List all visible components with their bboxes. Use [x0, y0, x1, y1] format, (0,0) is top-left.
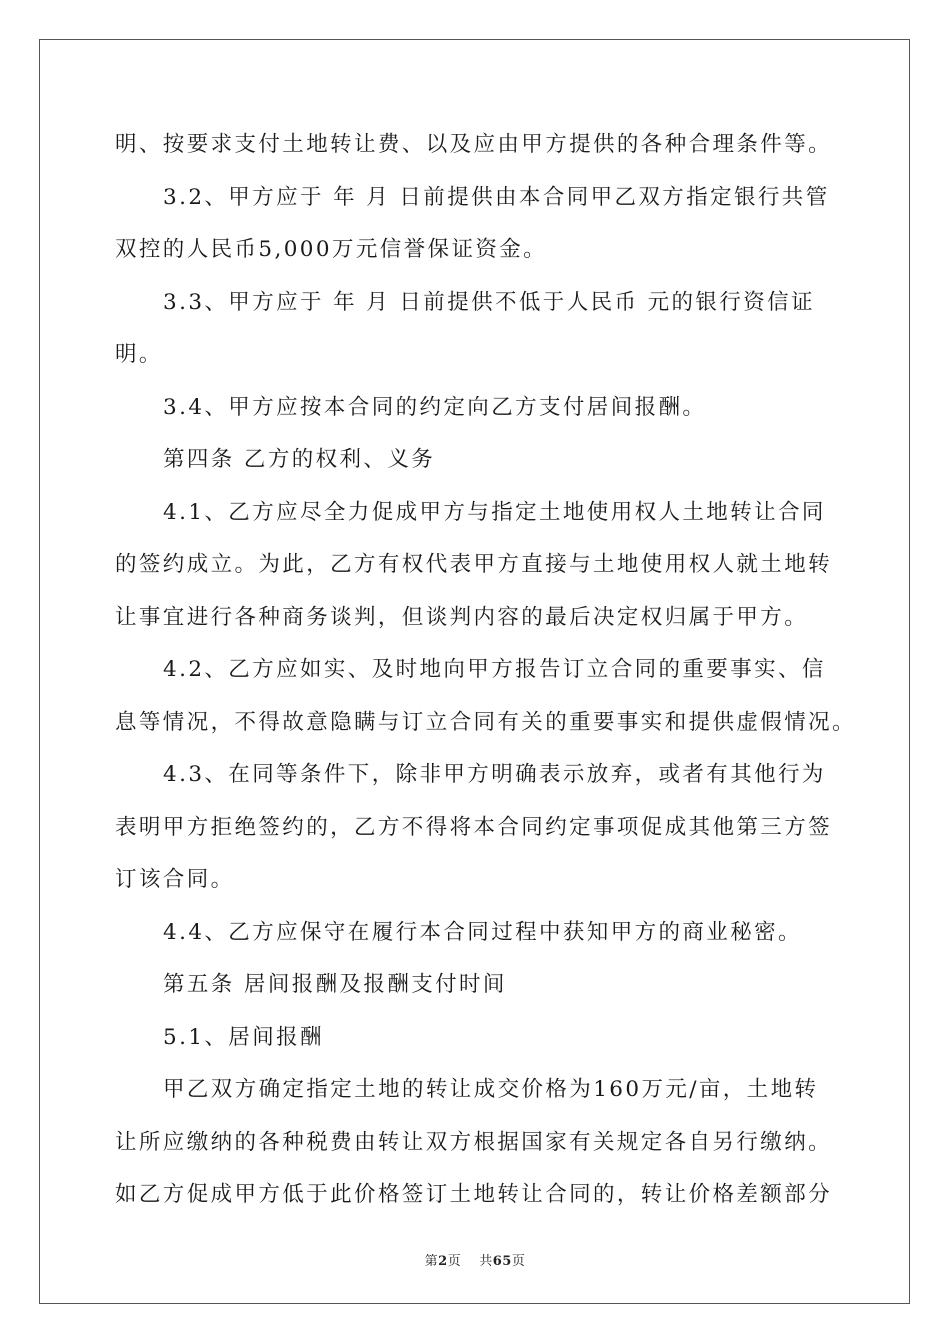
- total-suffix: 页: [511, 1254, 526, 1269]
- text-line: 甲乙双方确定指定土地的转让成交价格为160万元/亩，土地转: [163, 1077, 819, 1102]
- text-line: 的签约成立。为此，乙方有权代表甲方直接与土地使用权人就土地转: [115, 552, 833, 577]
- section-heading: 第五条 居间报酬及报酬支付时间: [163, 972, 507, 997]
- text-line: 表明甲方拒绝签约的，乙方不得将本合同约定事项促成其他第三方签: [115, 814, 833, 840]
- text-line: 如乙方促成甲方低于此价格签订土地转让合同的，转让价格差额部分: [115, 1182, 833, 1207]
- total-prefix: 共: [479, 1254, 493, 1269]
- page-footer: [0, 1250, 950, 1269]
- text-line: 明。: [115, 342, 163, 367]
- text-line: 让所应缴纳的各种税费由转让双方根据国家有关规定各自另行缴纳。: [115, 1129, 833, 1155]
- page-prefix: 第: [424, 1254, 439, 1269]
- text-line: 让事宜进行各种商务谈判，但谈判内容的最后决定权归属于甲方。: [115, 604, 809, 630]
- text-line: 4.1、乙方应尽全力促成甲方与指定土地使用权人土地转让合同: [163, 499, 826, 525]
- page-number: 2: [438, 1254, 448, 1269]
- text-line: 双控的人民币5,000万元信誉保证资金。: [115, 237, 548, 262]
- total-pages: 65: [492, 1254, 512, 1269]
- text-line: 明、按要求支付土地转让费、以及应由甲方提供的各种合理条件等。: [115, 132, 833, 157]
- section-heading: 第四条 乙方的权利、义务: [163, 447, 436, 472]
- text-line: 3.3、甲方应于 年 月 日前提供不低于人民币 元的银行资信证: [163, 289, 815, 315]
- text-line: 订该合同。: [115, 867, 235, 892]
- text-line: 3.2、甲方应于 年 月 日前提供由本合同甲乙双方指定银行共管: [163, 184, 830, 210]
- subsection-heading: 5.1、居间报酬: [163, 1024, 324, 1050]
- text-line: 4.3、在同等条件下，除非甲方明确表示放弃，或者有其他行为: [163, 762, 826, 787]
- text-line: 4.4、乙方应保守在履行本合同过程中获知甲方的商业秘密。: [163, 919, 802, 945]
- text-line: 息等情况，不得故意隐瞒与订立合同有关的重要事实和提供虚假情况。: [115, 709, 856, 735]
- page-suffix: 页: [447, 1254, 462, 1269]
- text-line: 3.4、甲方应按本合同的约定向乙方支付居间报酬。: [163, 394, 707, 420]
- text-line: 4.2、乙方应如实、及时地向甲方报告订立合同的重要事实、信: [163, 657, 826, 682]
